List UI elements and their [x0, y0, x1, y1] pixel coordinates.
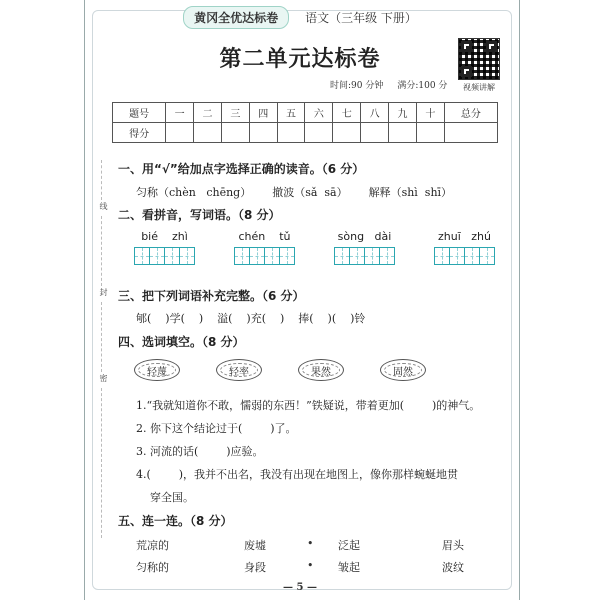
pinyin-group — [334, 230, 395, 265]
word-option: 轻率 — [216, 359, 262, 381]
match-dot[interactable]: • — [307, 559, 314, 572]
section-4-question-4-cont: 穿全国。 — [150, 491, 194, 504]
score-cell[interactable] — [333, 123, 361, 143]
page-title: 第二单元达标卷 — [219, 46, 381, 72]
section-1-title: 一、用“√”给加点字选择正确的读音。（6 分） — [118, 162, 365, 176]
seal-line — [101, 160, 102, 200]
match-mid-item[interactable]: 废墟 — [244, 539, 266, 552]
section-5-title: 五、连一连。（8 分） — [118, 514, 233, 528]
score-header-cell: 三 — [221, 103, 249, 123]
score-cell[interactable] — [389, 123, 417, 143]
section-1-question[interactable]: 匀称（chèn chēng） 撤波（sǎ sā） 解释（shì shī） — [136, 186, 453, 199]
word-option: 果然 — [298, 359, 344, 381]
section-4-title: 四、选词填空。（8 分） — [118, 335, 245, 349]
match-right-item[interactable]: 泛起 — [338, 539, 360, 552]
section-3-title: 三、把下列词语补充完整。（6 分） — [118, 289, 305, 303]
score-row-label: 得分 — [113, 123, 166, 143]
word-option: 轻蔑 — [134, 359, 180, 381]
full-score: 满分:100 分 — [397, 81, 448, 91]
exam-meta — [330, 78, 447, 91]
score-header-cell: 总分 — [444, 103, 497, 123]
seal-label-seal: 封 — [99, 288, 108, 296]
score-header-cell: 题号 — [113, 103, 166, 123]
section-4-question-2[interactable]: 2. 你下这个结论过于( )了。 — [136, 422, 297, 435]
score-table — [112, 102, 498, 143]
score-cell[interactable] — [416, 123, 444, 143]
header-banner — [120, 6, 480, 28]
pinyin-group — [234, 230, 295, 265]
score-cell[interactable] — [305, 123, 333, 143]
qr-label: 视频讲解 — [463, 83, 495, 92]
score-table-score-row — [113, 123, 498, 143]
score-header-cell: 二 — [194, 103, 222, 123]
score-header-cell: 九 — [389, 103, 417, 123]
seal-line — [101, 388, 102, 538]
score-cell[interactable] — [194, 123, 222, 143]
pinyin-text: chén tǔ — [238, 230, 291, 243]
score-table-header-row — [113, 103, 498, 123]
match-mid-item[interactable]: 身段 — [244, 561, 266, 574]
score-header-cell: 七 — [333, 103, 361, 123]
score-header-cell: 八 — [361, 103, 389, 123]
word-option: 固然 — [380, 359, 426, 381]
pinyin-text: sòng dài — [337, 230, 392, 243]
score-cell[interactable] — [444, 123, 497, 143]
score-cell[interactable] — [221, 123, 249, 143]
seal-line — [101, 302, 102, 372]
match-right-item[interactable]: 皱起 — [338, 561, 360, 574]
time-limit: 时间:90 分钟 — [330, 81, 384, 91]
match-far-item[interactable]: 眉头 — [442, 539, 464, 552]
section-3-question[interactable]: 郇( )学( ) 溢( )充( ) 捧( )( )铃 — [136, 312, 366, 325]
pinyin-text: zhuī zhú — [438, 230, 491, 243]
score-header-cell: 十 — [416, 103, 444, 123]
score-header-cell: 六 — [305, 103, 333, 123]
score-cell[interactable] — [166, 123, 194, 143]
score-cell[interactable] — [361, 123, 389, 143]
seal-label-secret: 密 — [99, 374, 108, 382]
pinyin-text: bié zhì — [141, 230, 188, 243]
section-4-question-4[interactable]: 4.( )，我并不出名，我没有出现在地图上，像你那样蜿蜒地贯 — [136, 468, 459, 481]
seal-label-line: 线 — [99, 202, 108, 210]
subject-label: 语文（三年级 下册） — [305, 10, 417, 25]
section-4-question-1[interactable]: 1.“我就知道你不敢，懦弱的东西！”铁疑说，带着更加( )的神气。 — [136, 399, 481, 412]
pinyin-group — [134, 230, 195, 265]
section-2-title: 二、看拼音，写词语。（8 分） — [118, 208, 281, 222]
match-dot[interactable]: • — [307, 537, 314, 550]
writing-grid[interactable] — [434, 247, 495, 265]
score-header-cell: 一 — [166, 103, 194, 123]
score-header-cell: 五 — [277, 103, 305, 123]
score-cell[interactable] — [277, 123, 305, 143]
score-header-cell: 四 — [249, 103, 277, 123]
series-title: 黄冈全优达标卷 — [183, 6, 289, 29]
section-4-question-3[interactable]: 3. 河流的话( )应验。 — [136, 445, 264, 458]
seal-line — [101, 216, 102, 286]
pinyin-group — [434, 230, 495, 265]
writing-grid[interactable] — [234, 247, 295, 265]
match-left-item[interactable]: 荒凉的 — [136, 539, 169, 552]
page-number: — 5 — — [283, 582, 317, 593]
match-left-item[interactable]: 匀称的 — [136, 561, 169, 574]
writing-grid[interactable] — [334, 247, 395, 265]
match-far-item[interactable]: 波纹 — [442, 561, 464, 574]
writing-grid[interactable] — [134, 247, 195, 265]
score-cell[interactable] — [249, 123, 277, 143]
